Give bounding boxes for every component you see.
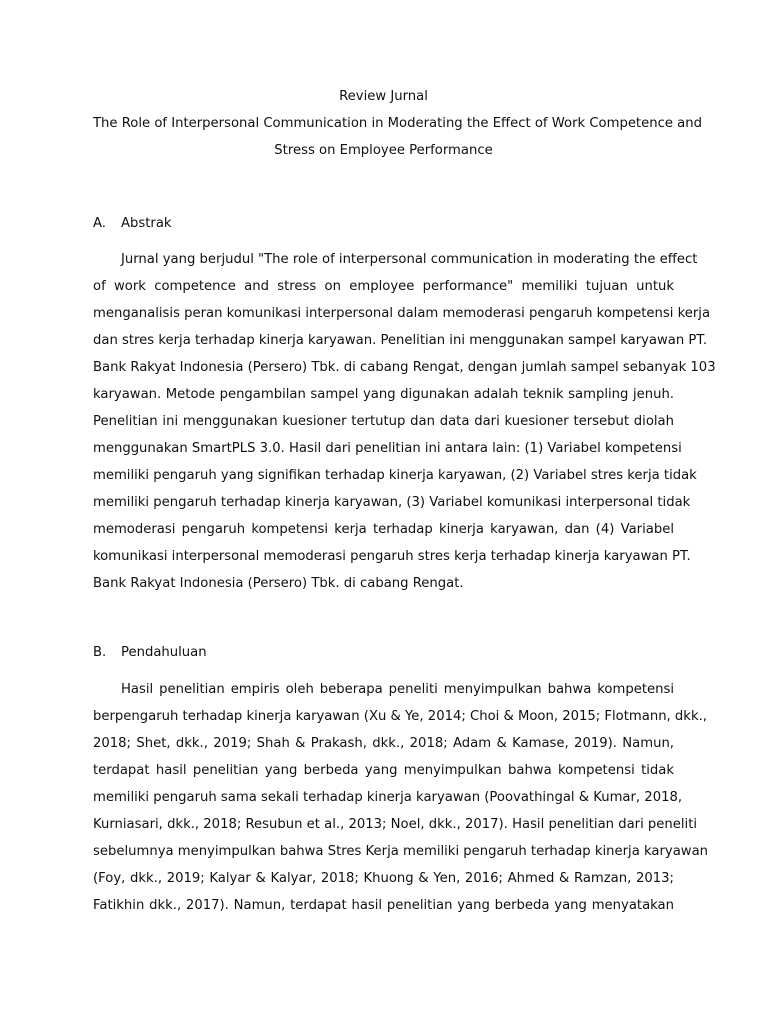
introduction-line: terdapat hasil penelitian yang berbeda yang menyimpulkan bahwa kompetensi tidak (93, 763, 674, 778)
abstract-line-last: Bank Rakyat Indonesia (Persero) Tbk. di cabang Rengat. (93, 576, 464, 591)
abstract-line: komunikasi interpersonal memoderasi pengaruh stres kerja terhadap kinerja karyawan PT. (93, 549, 691, 564)
abstract-line: Bank Rakyat Indonesia (Persero) Tbk. di cabang Rengat, dengan jumlah sampel sebanyak 103 (93, 360, 716, 375)
document-title-line-1: The Role of Interpersonal Communication in Moderating the Effect of Work Competence and (93, 116, 702, 131)
section-b-letter: B. (93, 645, 107, 660)
section-b-heading: Pendahuluan (121, 645, 207, 660)
introduction-line: berpengaruh terhadap kinerja karyawan (Xu & Ye, 2014; Choi & Moon, 2015; Flotmann, dkk., (93, 709, 707, 724)
abstract-line: memiliki pengaruh terhadap kinerja karyawan, (3) Variabel komunikasi interpersonal tidak (93, 495, 691, 510)
introduction-line: Hasil penelitian empiris oleh beberapa peneliti menyimpulkan bahwa kompetensi (121, 682, 674, 697)
introduction-line: (Foy, dkk., 2019; Kalyar & Kalyar, 2018; Khuong & Yen, 2016; Ahmed & Ramzan, 2013; (93, 871, 674, 886)
abstract-line: menggunakan SmartPLS 3.0. Hasil dari penelitian ini antara lain: (1) Variabel kompetensi (93, 441, 682, 456)
abstract-line: memiliki pengaruh yang signifikan terhadap kinerja karyawan, (2) Variabel stres kerja tidak (93, 468, 697, 483)
introduction-line: Fatikhin dkk., 2017). Namun, terdapat hasil penelitian yang berbeda yang menyatakan (93, 898, 674, 913)
abstract-line: karyawan. Metode pengambilan sampel yang digunakan adalah teknik sampling jenuh. (93, 387, 674, 402)
introduction-line: sebelumnya menyimpulkan bahwa Stres Kerja memiliki pengaruh terhadap kinerja karyawan (93, 844, 709, 859)
abstract-line: memoderasi pengaruh kompetensi kerja terhadap kinerja karyawan, dan (4) Variabel (93, 522, 674, 537)
document-label: Review Jurnal (339, 89, 428, 104)
introduction-line: Kurniasari, dkk., 2018; Resubun et al., 2013; Noel, dkk., 2017). Hasil penelitian dari peneliti (93, 817, 698, 832)
document-title-line-2: Stress on Employee Performance (274, 143, 493, 158)
introduction-line: memiliki pengaruh sama sekali terhadap kinerja karyawan (Poovathingal & Kumar, 2018, (93, 790, 683, 805)
section-a-heading: Abstrak (121, 216, 172, 231)
section-a-letter: A. (93, 216, 106, 231)
abstract-line: menganalisis peran komunikasi interpersonal dalam memoderasi pengaruh kompetensi kerja (93, 306, 711, 321)
abstract-line: Jurnal yang berjudul "The role of interpersonal communication in moderating the effect (121, 252, 698, 267)
abstract-line: of work competence and stress on employee performance" memiliki tujuan untuk (93, 279, 674, 294)
abstract-line: Penelitian ini menggunakan kuesioner tertutup dan data dari kuesioner tersebut diolah (93, 414, 674, 429)
abstract-line: dan stres kerja terhadap kinerja karyawan. Penelitian ini menggunakan sampel karyawan PT. (93, 333, 708, 348)
introduction-line: 2018; Shet, dkk., 2019; Shah & Prakash, dkk., 2018; Adam & Kamase, 2019). Namun, (93, 736, 674, 751)
